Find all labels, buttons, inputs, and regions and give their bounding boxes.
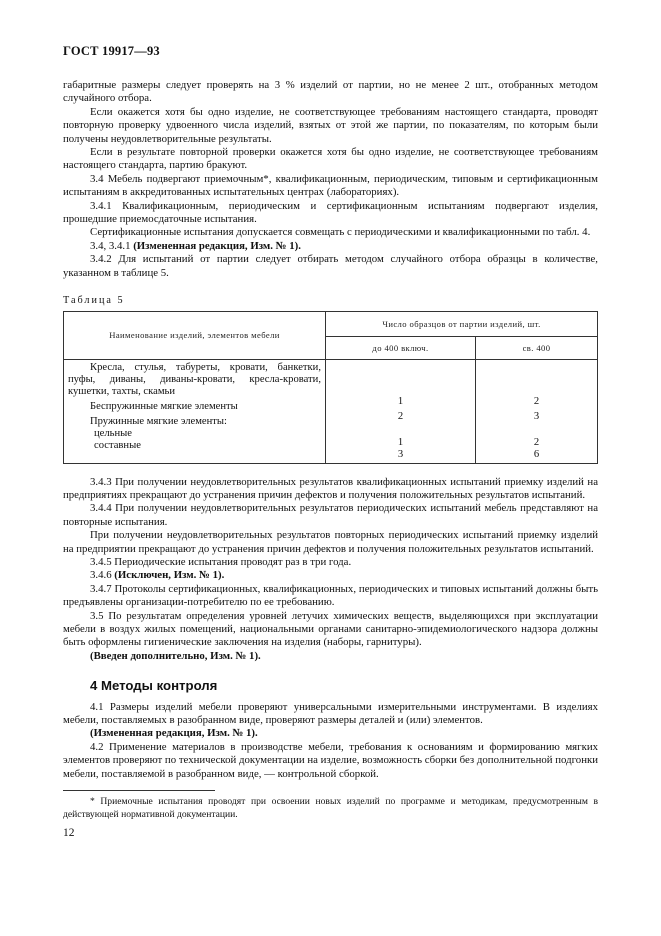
footnote: * Приемочные испытания проводят при освоении новых изделий по программе и методикам, предусмотренным в действующей нормативной документации. <box>63 796 598 820</box>
row-name: составные <box>94 439 141 451</box>
paragraph: Если окажется хотя бы одно изделие, не соответствующее требованиям настоящего стандарта, проводят повторную проверку удвоенного числа изделий, взятых от этой же партии, по показателям, по которым были получены неудовлетворительные результаты. <box>63 105 598 145</box>
table-header-col-a: до 400 включ. <box>326 336 476 359</box>
row-name: Пружинные мягкие элементы: <box>90 415 227 427</box>
paragraph: 3.4 Мебель подвергают приемочным*, квалификационным, периодическим, типовым и сертификационным испытаниям в аккредитованных испытательных центрах (лабораториях). <box>63 172 598 199</box>
page-number: 12 <box>63 827 75 839</box>
table-row <box>64 359 598 463</box>
paragraph: 3.4.3 При получении неудовлетворительных результатов квалификационных испытаний приемку изделий на предприятиях прекращают до устранения причин дефектов и получения положительных результатов испытаний. <box>63 475 598 501</box>
row-value-b: 2 <box>533 436 540 448</box>
table-5 <box>63 311 598 464</box>
footnote-divider <box>63 790 215 791</box>
paragraph: 3.4.2 Для испытаний от партии следует отбирать методом случайного отбора образцы в количестве, указанном в таблице 5. <box>63 253 598 279</box>
paragraph: 4.2 Применение материалов в производстве мебели, требования к основаниям и формированию мягких элементов проверяют по технической документации на изделие, возможность сборки без дополнительной подгонки мебели, поставляемой в разобранном виде, — контрольной сборкой. <box>63 740 598 780</box>
paragraph: При получении неудовлетворительных результатов повторных периодических испытаний приемку изделий на предприятии прекращают до устранения причин дефектов и получения положительных результатов испытаний. <box>63 529 598 555</box>
row-name: цельные <box>94 427 132 439</box>
row-value-b: 6 <box>533 448 540 460</box>
amendment-prefix: 3.4.6 <box>90 569 115 582</box>
amendment-prefix: 3.4, 3.4.1 <box>90 239 134 252</box>
paragraph: 3.4.7 Протоколы сертификационных, квалификационных, периодических и типовых испытаний должны быть предъявлены организации-потребителю по ее требованию. <box>63 582 598 609</box>
table-header-name: Наименование изделий, элементов мебели <box>64 311 326 359</box>
paragraph: габаритные размеры следует проверять на 3 % изделий от партии, но не менее 2 шт., отобранных методом случайного отбора. <box>63 79 598 105</box>
table-header-col-b: св. 400 <box>476 336 598 359</box>
paragraph: 3.4.4 При получении неудовлетворительных результатов периодических испытаний мебель представляют на повторные испытания. <box>63 502 598 528</box>
amendment-note: (Введен дополнительно, Изм. № 1). <box>90 649 261 662</box>
document-code-header: ГОСТ 19917—93 <box>63 44 160 58</box>
amendment-text: (Измененная редакция, Изм. № 1). <box>133 239 301 252</box>
paragraph: 4.1 Размеры изделий мебели проверяют универсальными измерительными инструментами. В изделиях мебели, поставляемых в разобранном виде, проверяют размеры деталей и (или) элементов. <box>63 700 598 726</box>
row-value-b: 3 <box>533 410 540 422</box>
row-value-a: 2 <box>397 410 404 422</box>
amendment-note <box>63 569 598 582</box>
row-value-b: 2 <box>533 395 540 407</box>
section-heading: 4 Методы контроля <box>90 678 218 694</box>
document-body <box>63 79 598 781</box>
paragraph: 3.4.5 Периодические испытания проводят раз в три года. <box>90 555 352 568</box>
row-value-a: 3 <box>397 448 404 460</box>
amendment-note: (Измененная редакция, Изм. № 1). <box>90 727 258 740</box>
amendment-text: (Исключен, Изм. № 1). <box>114 569 225 582</box>
paragraph: Сертификационные испытания допускается совмещать с периодическими и квалификационными по табл. 4. <box>90 226 591 239</box>
table-header-group: Число образцов от партии изделий, шт. <box>326 311 598 336</box>
paragraph: 3.4.1 Квалификационным, периодическим и сертификационным испытаниям подвергают изделия, прошедшие приемосдаточные испытания. <box>63 199 598 226</box>
paragraph: 3.5 По результатам определения уровней летучих химических веществ, выделяющихся при эксплуатации мебели в воздух жилых помещений, национальными органами санитарно-эпидемиологического надзора должны быть оформлены гигиенические заключения на изделия (наборы, гарнитуры). <box>63 609 598 649</box>
row-value-a: 1 <box>397 436 404 448</box>
row-value-a: 1 <box>397 395 404 407</box>
row-name: Кресла, стулья, табуреты, кровати, банкетки, пуфы, диваны, диваны-кровати, кресла-кровати, кушетки, тахты, скамьи <box>68 361 321 397</box>
paragraph: Если в результате повторной проверки окажется хотя бы одно изделие, не соответствующее требованиям настоящего стандарта, партию бракуют. <box>63 146 598 172</box>
table-caption: Таблица 5 <box>63 295 125 307</box>
row-name: Беспружинные мягкие элементы <box>90 400 238 412</box>
amendment-note <box>63 240 598 253</box>
